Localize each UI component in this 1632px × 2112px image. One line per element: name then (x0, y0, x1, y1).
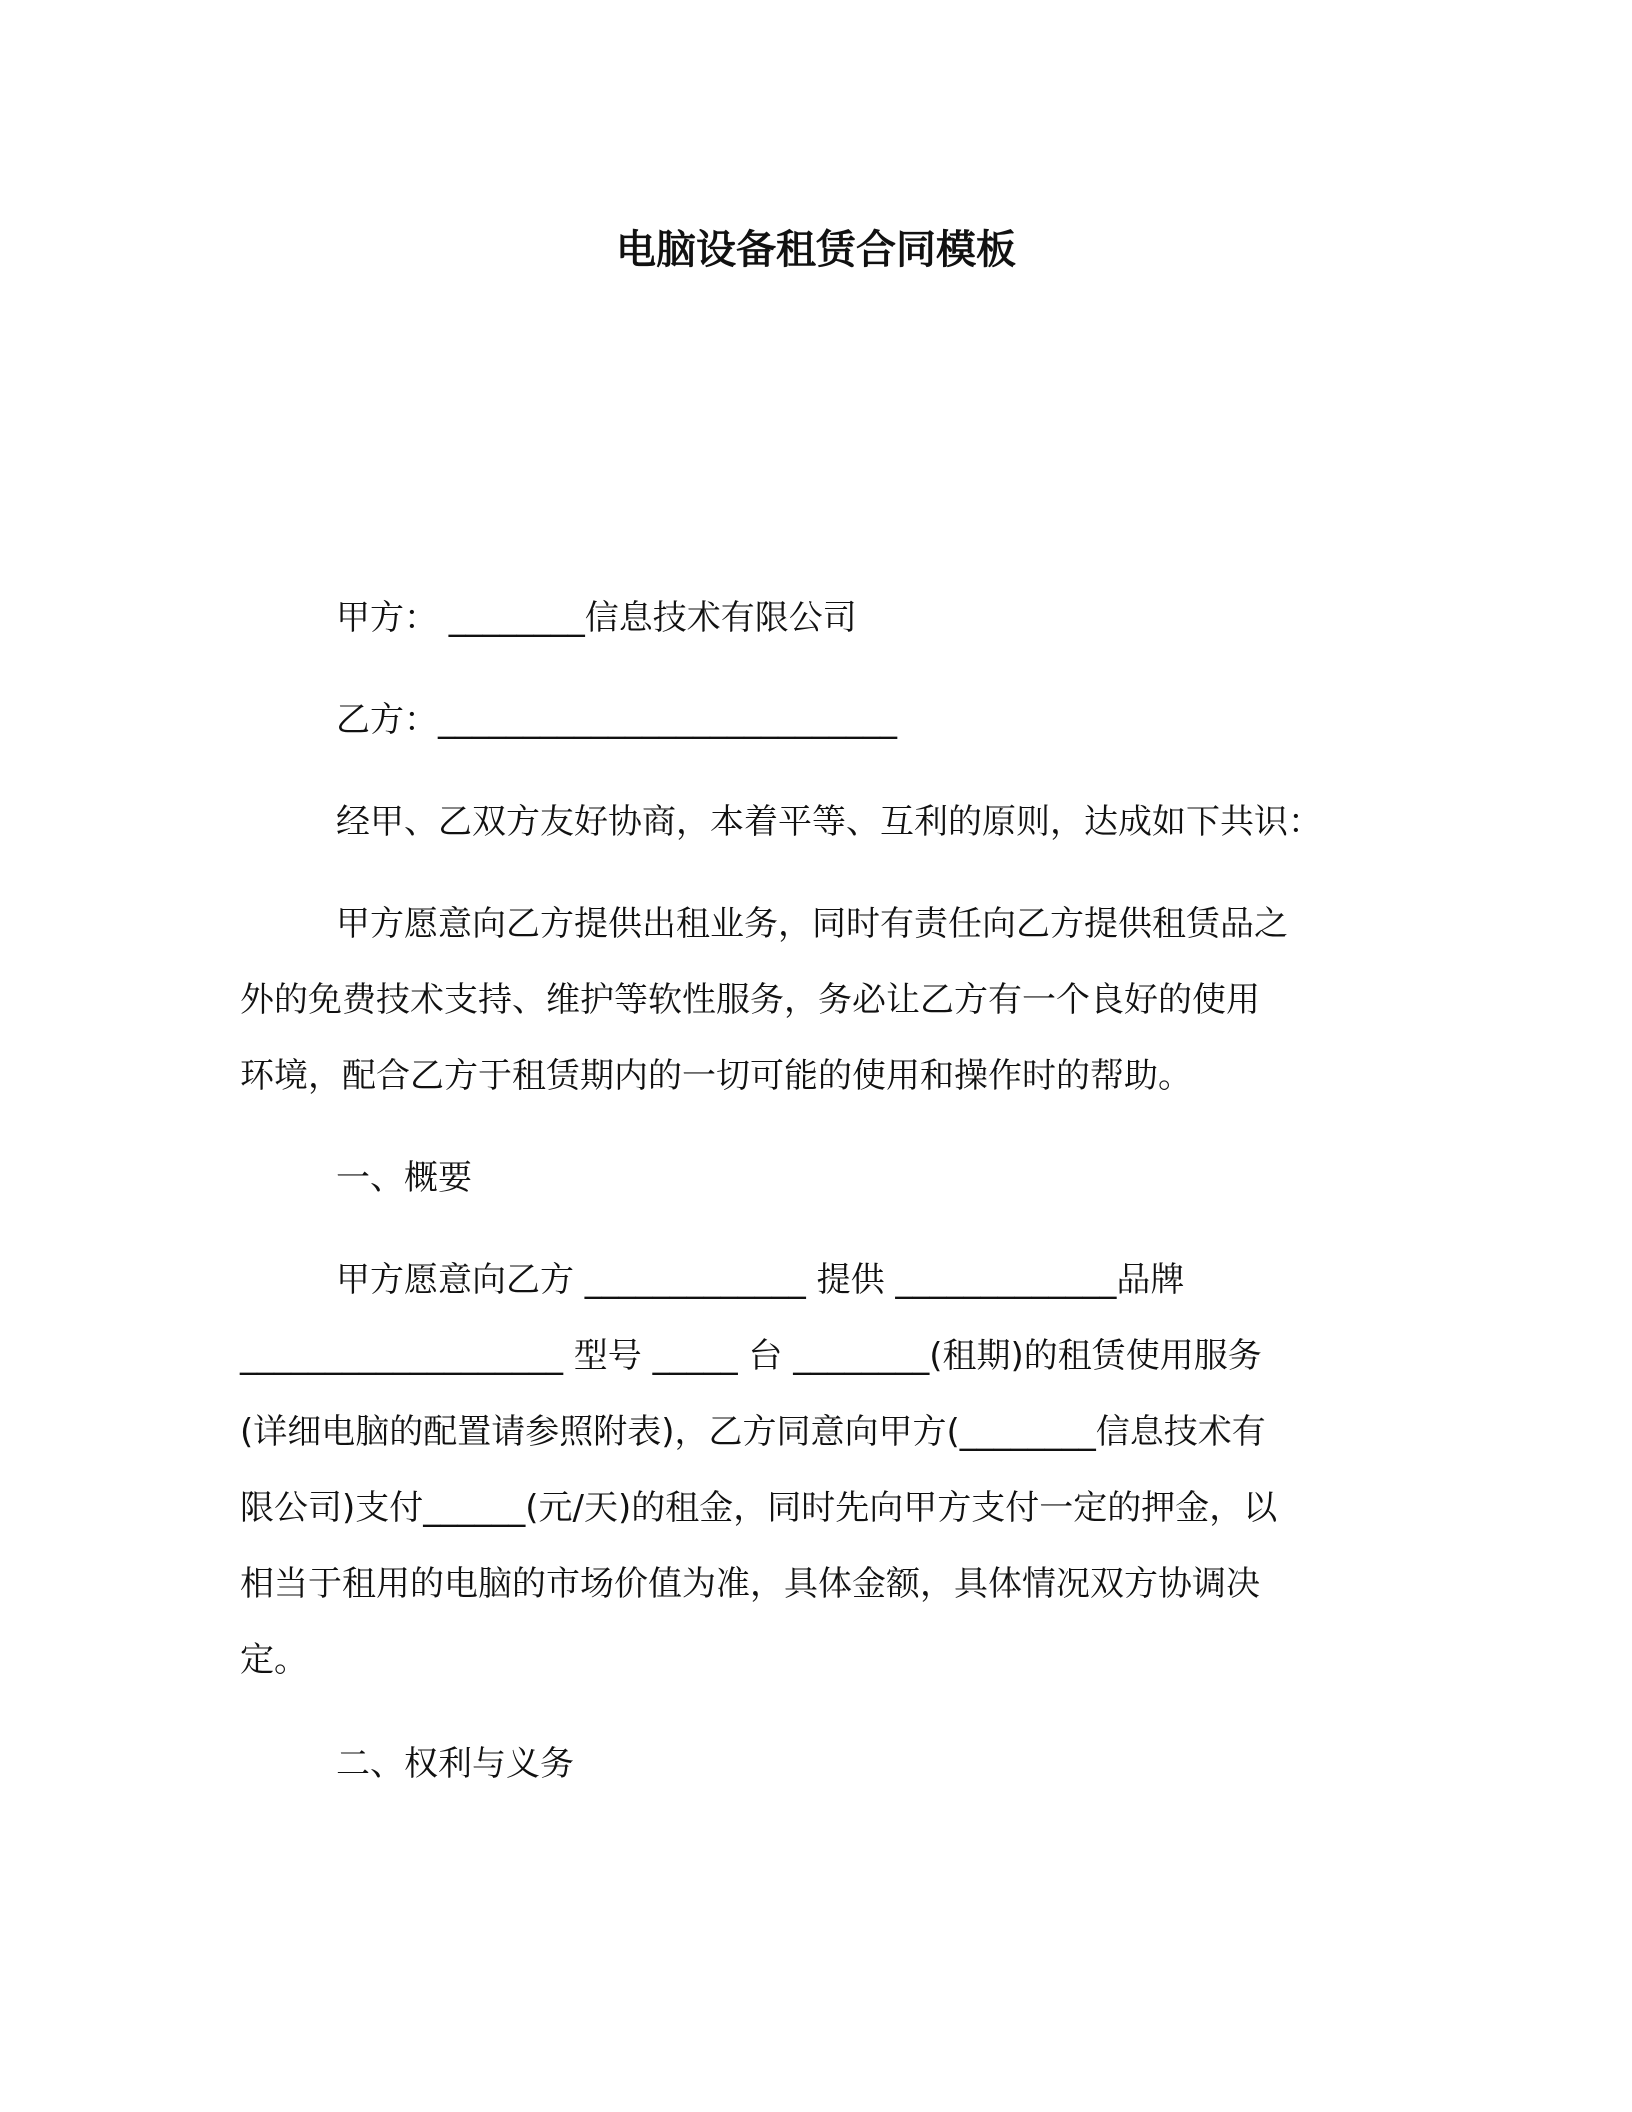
section1-line-2: ___________________ 型号 _____ 台 ________(租期)的租赁使用服务 (240, 1336, 1262, 1376)
preamble-line: 经甲、乙双方友好协商，本着平等、互利的原则，达成如下共识： (336, 802, 1322, 842)
section2-heading: 二、权利与义务 (336, 1744, 574, 1784)
party-a-line: 甲方： ________信息技术有限公司 (336, 598, 857, 638)
section1-line-1: 甲方愿意向乙方 _____________ 提供 _____________品牌 (336, 1260, 1185, 1300)
section1-line-3: (详细电脑的配置请参照附表)，乙方同意向甲方(________信息技术有 (240, 1412, 1266, 1452)
section1-heading: 一、概要 (336, 1158, 472, 1198)
section1-line-6: 定。 (240, 1640, 308, 1680)
intro-line-2: 外的免费技术支持、维护等软性服务，务必让乙方有一个良好的使用 (240, 980, 1260, 1020)
party-b-line: 乙方：___________________________ (336, 700, 897, 740)
document-title: 电脑设备租赁合同模板 (616, 227, 1016, 273)
section1-line-5: 相当于租用的电脑的市场价值为准，具体金额，具体情况双方协调决 (240, 1564, 1260, 1604)
intro-line-3: 环境，配合乙方于租赁期内的一切可能的使用和操作时的帮助。 (240, 1056, 1192, 1096)
intro-line-1: 甲方愿意向乙方提供出租业务，同时有责任向乙方提供租赁品之 (336, 904, 1288, 944)
section1-line-4: 限公司)支付______(元/天)的租金，同时先向甲方支付一定的押金，以 (240, 1488, 1278, 1528)
